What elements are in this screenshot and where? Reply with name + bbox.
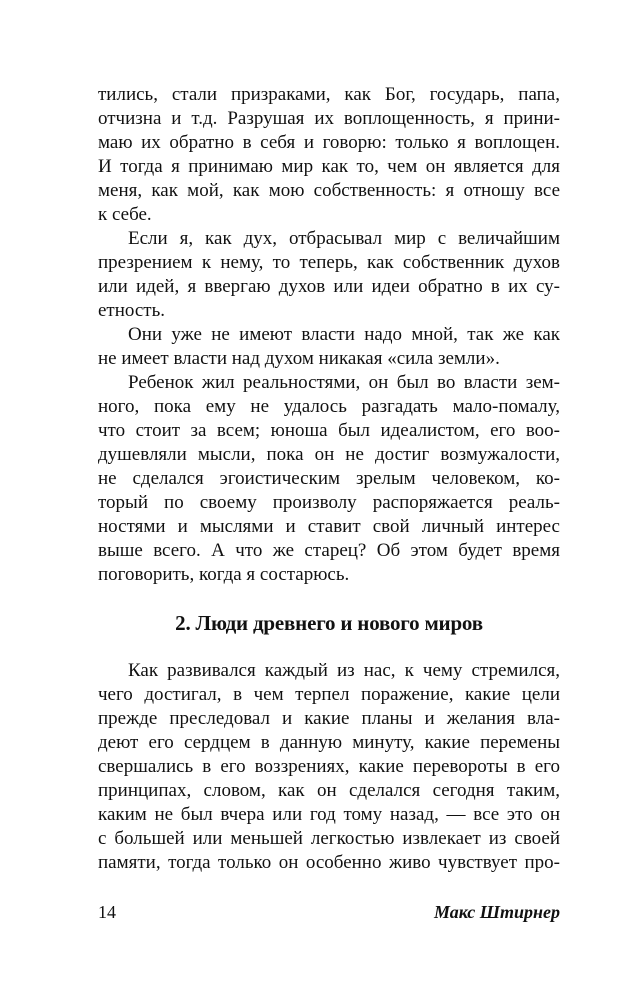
text-line: Если я, как дух, отбрасывал мир с величайшим <box>128 228 560 249</box>
text-line: выше всего. А что же старец? Об этом будет время <box>98 540 560 561</box>
section-heading: 2. Люди древнего и нового миров <box>175 611 483 635</box>
text-line: с большей или меньшей легкостью извлекает из своей <box>98 828 560 849</box>
paragraph-2 <box>98 227 560 323</box>
page-footer <box>98 900 560 924</box>
paragraph-5 <box>98 659 560 875</box>
text-line: ного, пока ему не удалось разгадать мало-помалу, <box>98 396 560 417</box>
paragraph-1 <box>98 83 560 227</box>
text-line: памяти, тогда только он особенно живо чувствует про- <box>98 852 560 873</box>
text-line: душевляли мысли, пока он не достиг возмужалости, <box>98 444 560 465</box>
text-line: что стоит за всем; юноша был идеалистом, его воо- <box>98 420 560 441</box>
text-line: не имеет власти над духом никакая «сила земли». <box>98 348 500 369</box>
text-line: Ребенок жил реальностями, он был во власти зем- <box>128 372 560 393</box>
text-line: ностями и мыслями и ставит свой личный интерес <box>98 516 560 537</box>
text-line: принципах, словом, как он сделался сегодня таким, <box>98 780 560 801</box>
paragraph-4 <box>98 371 560 587</box>
text-line: торый по своему произволу распоряжается реаль- <box>98 492 560 513</box>
text-line: маю их обратно в себя и говорю: только я воплощен. <box>98 132 560 153</box>
text-line: отчизна и т.д. Разрушая их воплощенность, я прини- <box>98 108 560 129</box>
text-line: поговорить, когда я состарюсь. <box>98 564 350 585</box>
page-text-block <box>98 83 560 875</box>
text-line: не сделался эгоистическим зрелым человеком, ко- <box>98 468 560 489</box>
text-line: прежде преследовал и какие планы и желания вла- <box>98 708 560 729</box>
text-line: к себе. <box>98 204 152 225</box>
text-line: етность. <box>98 300 166 321</box>
paragraph-3 <box>98 323 560 371</box>
text-line: И тогда я принимаю мир как то, чем он является для <box>98 156 560 177</box>
text-line: меня, как мой, как мою собственность: я отношу все <box>98 180 560 201</box>
text-line: или идей, я ввергаю духов или идеи обратно в их су- <box>98 276 560 297</box>
page-number: 14 <box>98 902 116 922</box>
text-line: тились, стали призраками, как Бог, государь, папа, <box>98 84 560 105</box>
text-line: чего достигал, в чем терпел поражение, какие цели <box>98 684 560 705</box>
text-line: Как развивался каждый из нас, к чему стремился, <box>128 660 560 681</box>
text-line: свершались в его воззрениях, какие перевороты в его <box>98 756 560 777</box>
text-line: каким не был вчера или год тому назад, — все это он <box>98 804 560 825</box>
text-line: презрением к нему, то теперь, как собственник духов <box>98 252 560 273</box>
running-footer-author: Макс Штирнер <box>434 902 560 922</box>
text-line: Они уже не имеют власти надо мной, так же как <box>128 324 560 345</box>
text-line: деют его сердцем в данную минуту, какие перемены <box>98 732 560 753</box>
